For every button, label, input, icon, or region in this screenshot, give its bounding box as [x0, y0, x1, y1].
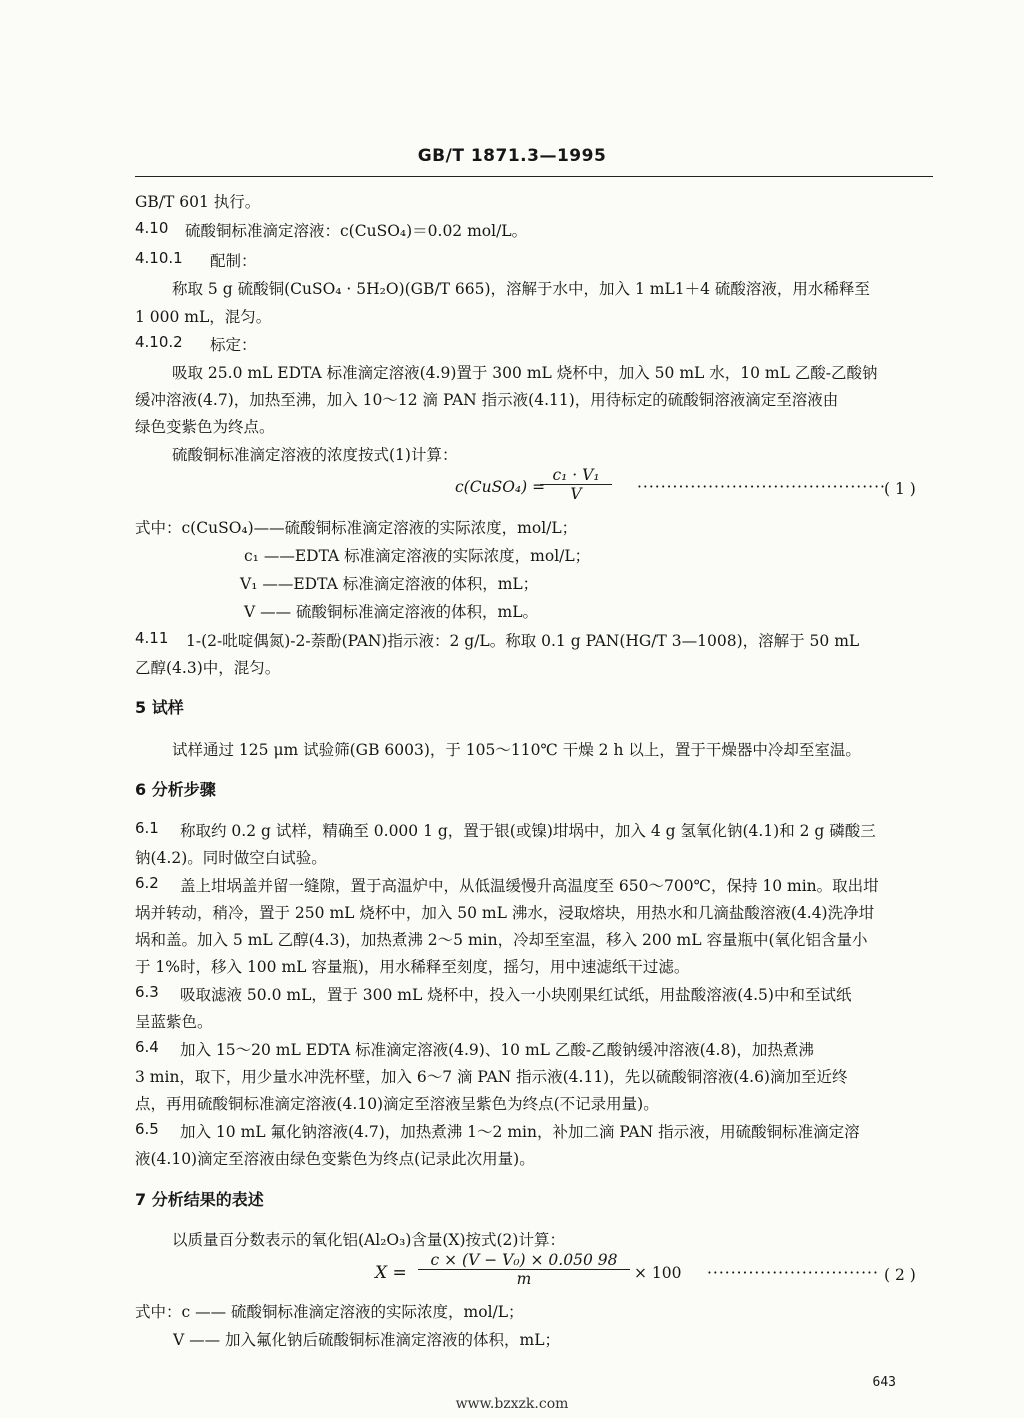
paragraph-line: 吸取滤液 50.0 mL，置于 300 mL 烧杯中，投入一小块刚果红试纸，用盐酸溶液(4.5)中和至试纸 [180, 986, 852, 1004]
paragraph-line: 试样通过 125 μm 试验筛(GB 6003)，于 105～110℃ 干燥 2 h 以上，置于干燥器中冷却至室温。 [172, 741, 861, 759]
paragraph-line: 称取 5 g 硫酸铜(CuSO₄ · 5H₂O)(GB/T 665)，溶解于水中，加入 1 mL1＋4 硫酸溶液，用水稀释至 [172, 280, 870, 298]
formula-2-tail: × 100 [634, 1264, 682, 1282]
formula-1-fraction [540, 466, 612, 503]
formula-1-denominator: V [570, 485, 582, 503]
formula-2-numerator: c × (V − V₀) × 0.050 98 [430, 1251, 618, 1269]
section-number-6-5: 6.5 [135, 1120, 159, 1138]
standard-number-header: GB/T 1871.3—1995 [417, 146, 607, 166]
where-line: V₁ ——EDTA 标准滴定溶液的体积，mL； [240, 575, 539, 593]
paragraph-line: 钠(4.2)。同时做空白试验。 [135, 849, 327, 867]
paragraph-line: 于 1%时，移入 100 mL 容量瓶)，用水稀释至刻度，摇匀，用中速滤纸干过滤。 [135, 958, 690, 976]
formula-1-numerator: c₁ · V₁ [552, 466, 600, 484]
paragraph-line: 1 000 mL，混匀。 [135, 308, 272, 326]
paragraph-line: 呈蓝紫色。 [135, 1013, 213, 1031]
section-4-10-1-title: 配制： [210, 252, 257, 270]
formula-1-lhs: c(CuSO₄) = [455, 478, 546, 496]
section-number-6-1: 6.1 [135, 819, 159, 837]
paragraph-line: 液(4.10)滴定至溶液由绿色变紫色为终点(记录此次用量)。 [135, 1150, 535, 1168]
formula-1-label: ( 1 ) [884, 480, 916, 498]
section-number-4-10-1: 4.10.1 [135, 249, 183, 267]
where-line: 式中：c —— 硫酸铜标准滴定溶液的实际浓度，mol/L； [135, 1303, 524, 1321]
section-number-6-4: 6.4 [135, 1038, 159, 1056]
watermark-url: www.bzxzk.com [455, 1396, 569, 1412]
formula-2-lhs: X = [375, 1263, 407, 1283]
text-line: GB/T 601 执行。 [135, 193, 261, 211]
paragraph-line: 点，再用硫酸铜标准滴定溶液(4.10)滴定至溶液呈紫色为终点(不记录用量)。 [135, 1095, 659, 1113]
formula-2-denominator: m [516, 1270, 532, 1288]
paragraph-line: 加入 10 mL 氟化钠溶液(4.7)，加热煮沸 1～2 min，补加二滴 PAN 指示液，用硫酸铜标准滴定溶 [180, 1123, 860, 1141]
formula-2-label: ( 2 ) [884, 1266, 916, 1284]
header-rule [135, 176, 933, 177]
paragraph-line: 称取约 0.2 g 试样，精确至 0.000 1 g，置于银(或镍)坩埚中，加入 4 g 氢氧化钠(4.1)和 2 g 磷酸三 [180, 822, 876, 840]
section-number-4-11: 4.11 [135, 629, 169, 647]
paragraph-line: 硫酸铜标准滴定溶液的浓度按式(1)计算： [172, 446, 458, 464]
section-number-6-3: 6.3 [135, 983, 159, 1001]
where-line: V —— 硫酸铜标准滴定溶液的体积，mL。 [244, 603, 539, 621]
where-line: c₁ ——EDTA 标准滴定溶液的实际浓度，mol/L； [244, 547, 591, 565]
paragraph-line: 埚并转动，稍冷，置于 250 mL 烧杯中，加入 50 mL 沸水，浸取熔块，用热水和几滴盐酸溶液(4.4)洗净坩 [135, 904, 875, 922]
section-4-10-title: 硫酸铜标准滴定溶液：c(CuSO₄)＝0.02 mol/L。 [185, 222, 528, 240]
formula-2-fraction [418, 1251, 630, 1288]
section-5-heading: 5 试样 [135, 698, 184, 717]
section-number-4-10-2: 4.10.2 [135, 333, 183, 351]
section-7-heading: 7 分析结果的表述 [135, 1190, 264, 1209]
section-number-6-2: 6.2 [135, 874, 159, 892]
paragraph-line: 加入 15～20 mL EDTA 标准滴定溶液(4.9)、10 mL 乙酸-乙酸钠缓冲溶液(4.8)，加热煮沸 [180, 1041, 814, 1059]
paragraph-line: 3 min，取下，用少量水冲洗杯壁，加入 6～7 滴 PAN 指示液(4.11)，先以硫酸铜溶液(4.6)滴加至近终 [135, 1068, 848, 1086]
paragraph-line: 乙醇(4.3)中，混匀。 [135, 659, 281, 677]
paragraph-line: 盖上坩埚盖并留一缝隙，置于高温炉中，从低温缓慢升高温度至 650～700℃，保持 10 min。取出坩 [180, 877, 879, 895]
section-4-10-2-title: 标定： [210, 336, 257, 354]
section-4-11-text: 1-(2-吡啶偶氮)-2-萘酚(PAN)指示液：2 g/L。称取 0.1 g PAN(HG/T 3—1008)，溶解于 50 mL [186, 632, 860, 650]
page-number: 643 [872, 1375, 896, 1390]
paragraph-line: 埚和盖。加入 5 mL 乙醇(4.3)，加热煮沸 2～5 min，冷却至室温，移入 200 mL 容量瓶中(氧化铝含量小 [135, 931, 868, 949]
where-line: V —— 加入氟化钠后硫酸铜标准滴定溶液的体积，mL； [173, 1331, 561, 1349]
paragraph-line: 缓冲溶液(4.7)，加热至沸，加入 10～12 滴 PAN 指示液(4.11)，用待标定的硫酸铜溶液滴定至溶液由 [135, 391, 839, 409]
section-6-heading: 6 分析步骤 [135, 780, 216, 799]
paragraph-line: 吸取 25.0 mL EDTA 标准滴定溶液(4.9)置于 300 mL 烧杯中，加入 50 mL 水，10 mL 乙酸-乙酸钠 [172, 364, 878, 382]
section-number-4-10: 4.10 [135, 219, 169, 237]
formula-2-leader-dots: ····························· [707, 1264, 879, 1282]
formula-1-leader-dots: ·········································· [637, 478, 886, 496]
paragraph-line: 以质量百分数表示的氧化铝(Al₂O₃)含量(X)按式(2)计算： [172, 1231, 565, 1249]
where-line: 式中：c(CuSO₄)——硫酸铜标准滴定溶液的实际浓度，mol/L； [135, 519, 578, 537]
paragraph-line: 绿色变紫色为终点。 [135, 418, 275, 436]
